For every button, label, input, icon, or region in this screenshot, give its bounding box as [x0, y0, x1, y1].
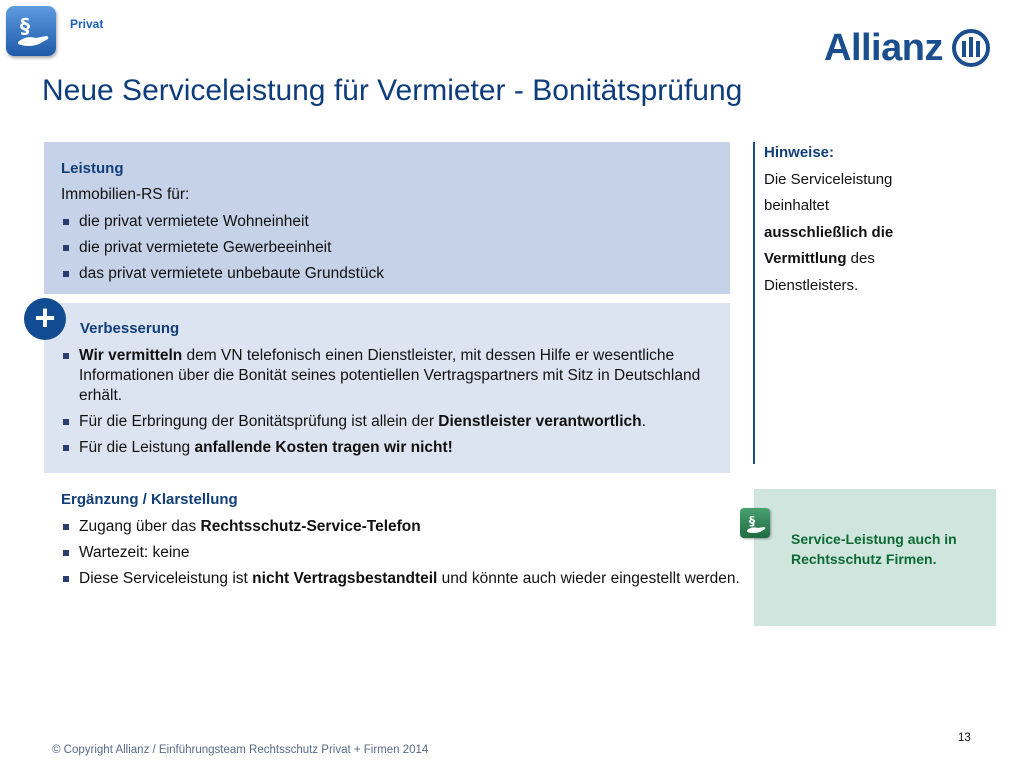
divider-line [753, 142, 755, 464]
list-item [61, 438, 711, 458]
copyright-footer: © Copyright Allianz / Einführungsteam Rechtsschutz Privat + Firmen 2014 [52, 744, 429, 756]
item-text: des Dienstleisters. [764, 250, 875, 294]
bold-text: Wir vermitteln [79, 347, 183, 364]
hinweise-text [764, 167, 924, 300]
item-text: dem VN telefonisch einen Dienstleister, mit dessen Hilfe er wesentliche Informationen über die Bonität seines potentiellen Vertragspartners mit Sitz in Deutschland erhält. [79, 347, 701, 404]
bold-text: ausschließlich die Vermittlung [764, 223, 894, 267]
bold-text: nicht Vertragsbestandteil [252, 570, 438, 587]
page-number: 13 [958, 732, 971, 744]
item-text: Zugang über das [79, 518, 201, 535]
hinweise-panel [764, 140, 924, 299]
verbesserung-heading: Verbesserung [80, 320, 180, 337]
list-item [61, 517, 751, 537]
paragraph-hand-icon [740, 508, 770, 538]
item-text: Für die Leistung [79, 439, 195, 456]
item-text: . [641, 413, 646, 430]
list-item [61, 346, 711, 406]
plus-badge-icon: + [24, 298, 66, 340]
leistung-heading: Leistung [61, 160, 124, 177]
list-item: die privat vermietete Wohneinheit [61, 212, 384, 232]
leistung-subtitle: Immobilien-RS für: [61, 186, 190, 203]
paragraph-hand-icon [6, 6, 56, 56]
item-text: und könnte auch wieder eingestellt werden. [437, 570, 740, 587]
list-item [61, 412, 711, 432]
list-item: die privat vermietete Gewerbeeinheit [61, 238, 384, 258]
allianz-logo [824, 26, 991, 70]
ergaenzung-heading: Ergänzung / Klarstellung [61, 491, 238, 508]
leistung-list [61, 212, 384, 290]
bold-text: Rechtsschutz-Service-Telefon [200, 518, 421, 535]
item-text: Diese Serviceleistung ist [79, 570, 253, 587]
verbesserung-list [61, 346, 711, 464]
list-item: Wartezeit: keine [61, 543, 751, 563]
list-item [61, 569, 751, 589]
item-text: Die Serviceleistung beinhaltet [764, 170, 893, 214]
firmen-note-text: Service-Leistung auch in Rechtsschutz Firmen. [791, 531, 957, 567]
svg-text:§: § [749, 514, 755, 528]
bold-text: anfallende Kosten tragen wir nicht! [194, 439, 453, 456]
allianz-eagle-icon [951, 28, 991, 68]
logo-text: Allianz [824, 27, 943, 69]
section-label: Privat [70, 17, 104, 31]
item-text: Für die Erbringung der Bonitätsprüfung ist allein der [79, 413, 439, 430]
bold-text: Dienstleister verantwortlich [438, 413, 642, 430]
hinweise-heading: Hinweise: [764, 144, 835, 161]
ergaenzung-list [61, 517, 751, 595]
page-title: Neue Serviceleistung für Vermieter - Bonitätsprüfung [42, 74, 743, 107]
svg-text:§: § [20, 14, 30, 38]
list-item: das privat vermietete unbebaute Grundstück [61, 264, 384, 284]
